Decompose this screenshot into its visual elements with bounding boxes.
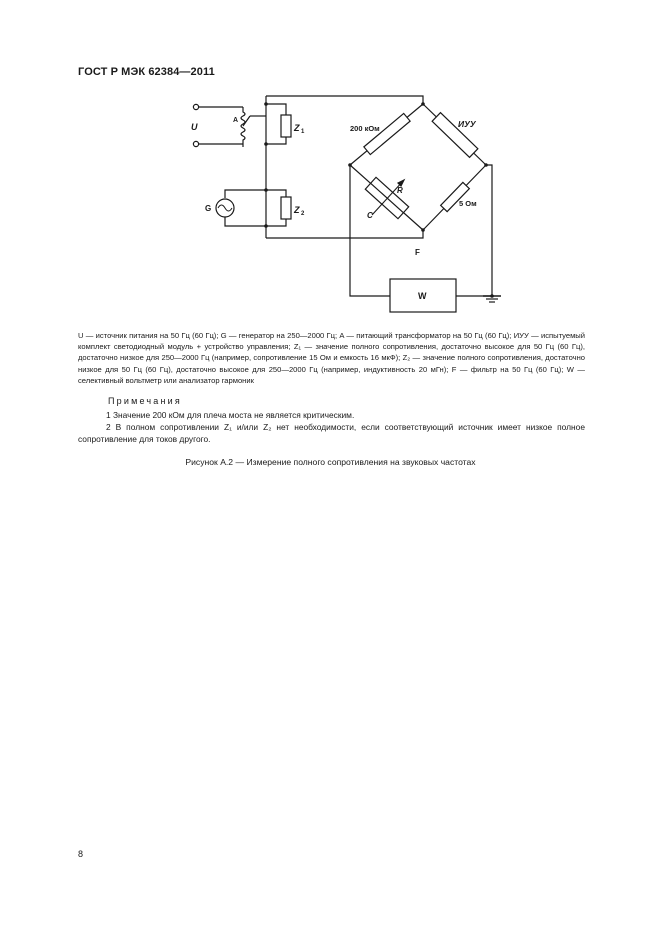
label-5ohm: 5 Ом bbox=[459, 199, 477, 208]
notes-title: Примечания bbox=[108, 396, 182, 406]
legend-text: U — источник питания на 50 Гц (60 Гц); G — генератор на 250—2000 Гц; A — питающий трансформатор на 50 Гц (60 Гц); ИУУ — испытуемый комплект светодиодный модуль + устройство управления; Z₁ — значение полного сопротивления, достаточно высокое для 50 Гц (60 Гц), достаточно низкое для 250—2000 Гц (например, сопротивление 15 Ом и емкость 16 мкФ); Z₂ — значение полного сопротивления, достаточно низкое для 50 Гц (60 Гц), достаточно высокое для 250—2000 Гц (например, индуктивность 20 мГн); F — фильтр на 50 Гц (60 Гц); W — селективный вольтметр или анализатор гармоник bbox=[78, 331, 585, 385]
label-z1: Z bbox=[294, 123, 300, 133]
u-terminals bbox=[193, 104, 243, 146]
figure-legend bbox=[78, 330, 585, 386]
page-number: 8 bbox=[78, 849, 84, 859]
wire-top bbox=[266, 96, 423, 104]
label-200k: 200 кОм bbox=[350, 124, 380, 133]
label-z2-sub: 2 bbox=[301, 211, 305, 217]
circuit-diagram bbox=[0, 0, 661, 320]
z2-resistor bbox=[281, 197, 291, 219]
document-header: ГОСТ Р МЭК 62384—2011 bbox=[78, 66, 215, 78]
note-1-text: 1 Значение 200 кОм для плеча моста не является критическим. bbox=[106, 410, 355, 420]
transformer-a bbox=[241, 107, 266, 147]
label-r: R bbox=[397, 186, 403, 195]
z1-resistor bbox=[281, 115, 291, 137]
note-2-text: 2 В полном сопротивлении Z₁ и/или Z₂ нет необходимости, если соответствующий источник имеет низкое полное сопротивление для токов другого. bbox=[78, 422, 585, 444]
label-c: C bbox=[367, 211, 373, 220]
label-f: F bbox=[415, 248, 420, 257]
label-iuu: ИУУ bbox=[458, 119, 476, 129]
label-a: A bbox=[233, 117, 239, 124]
label-z1-sub: 1 bbox=[301, 129, 305, 135]
note-1 bbox=[78, 409, 585, 421]
note-2 bbox=[78, 421, 585, 445]
label-u: U bbox=[191, 122, 198, 132]
label-z2: Z bbox=[294, 205, 300, 215]
label-w: W bbox=[418, 291, 427, 301]
figure-caption: Рисунок А.2 — Измерение полного сопротивления на звуковых частотах bbox=[185, 457, 476, 467]
label-g: G bbox=[205, 204, 212, 213]
resistor-200k bbox=[364, 113, 410, 154]
wire-bottom bbox=[266, 230, 423, 238]
